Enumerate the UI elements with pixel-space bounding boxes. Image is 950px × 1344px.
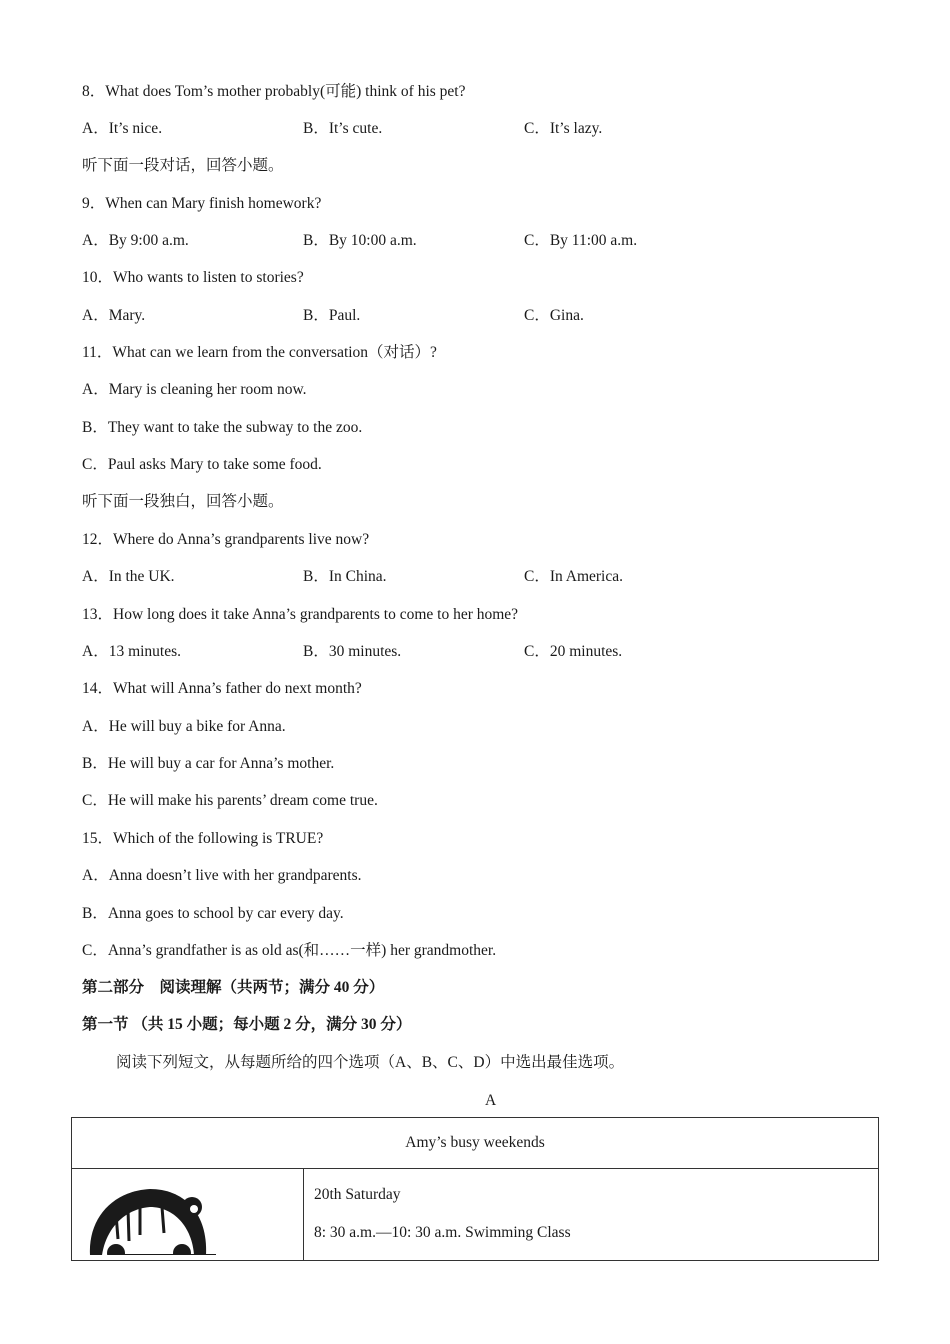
question-11: 11．What can we learn from the conversation（对话）? bbox=[82, 344, 437, 361]
schedule-item-1: 8: 30 a.m.—10: 30 a.m. Swimming Class bbox=[314, 1224, 571, 1241]
q12-option-a: A．In the UK. bbox=[82, 568, 175, 585]
q14-option-c: C．He will make his parents’ dream come true. bbox=[82, 792, 378, 809]
question-8: 8．What does Tom’s mother probably(可能) think of his pet? bbox=[82, 83, 466, 100]
q11-option-c: C．Paul asks Mary to take some food. bbox=[82, 456, 322, 473]
q15-option-a: A．Anna doesn’t live with her grandparents. bbox=[82, 867, 362, 884]
q15-option-c: C．Anna’s grandfather is as old as(和……一样) her grandmother. bbox=[82, 942, 497, 959]
schedule-details bbox=[304, 1169, 879, 1261]
question-9: 9．When can Mary finish homework? bbox=[82, 195, 322, 212]
q11-option-a: A．Mary is cleaning her room now. bbox=[82, 381, 307, 398]
q12-option-c: C．In America. bbox=[524, 568, 624, 585]
q10-option-b: B．Paul. bbox=[303, 307, 361, 324]
q8-option-a: A．It’s nice. bbox=[82, 120, 163, 137]
schedule-title: Amy’s busy weekends bbox=[72, 1118, 879, 1169]
amy-illustration bbox=[72, 1169, 304, 1261]
q14-option-b: B．He will buy a car for Anna’s mother. bbox=[82, 755, 335, 772]
question-12: 12．Where do Anna’s grandparents live now? bbox=[82, 531, 370, 548]
q13-option-b: B．30 minutes. bbox=[303, 643, 402, 660]
question-10: 10．Who wants to listen to stories? bbox=[82, 269, 304, 286]
q14-option-a: A．He will buy a bike for Anna. bbox=[82, 718, 286, 735]
q9-option-a: A．By 9:00 a.m. bbox=[82, 232, 189, 249]
reading-instruction: 阅读下列短文，从每题所给的四个选项（A、B、C、D）中选出最佳选项。 bbox=[116, 1054, 625, 1071]
section-note-dialogue: 听下面一段对话，回答小题。 bbox=[82, 157, 284, 174]
passage-label: A bbox=[485, 1092, 497, 1109]
q10-option-a: A．Mary. bbox=[82, 307, 146, 324]
question-14: 14．What will Anna’s father do next month? bbox=[82, 680, 362, 697]
question-13: 13．How long does it take Anna’s grandparents to come to her home? bbox=[82, 606, 519, 623]
q13-option-a: A．13 minutes. bbox=[82, 643, 182, 660]
schedule-day: 20th Saturday bbox=[314, 1186, 401, 1203]
q9-option-c: C．By 11:00 a.m. bbox=[524, 232, 638, 249]
part2-section1-heading: 第一节 （共 15 小题；每小题 2 分，满分 30 分） bbox=[82, 1016, 412, 1033]
question-15: 15．Which of the following is TRUE? bbox=[82, 830, 324, 847]
q8-option-c: C．It’s lazy. bbox=[524, 120, 603, 137]
q9-option-b: B．By 10:00 a.m. bbox=[303, 232, 417, 249]
q11-option-b: B．They want to take the subway to the zoo. bbox=[82, 419, 363, 436]
schedule-table bbox=[71, 1117, 879, 1261]
q8-option-b: B．It’s cute. bbox=[303, 120, 383, 137]
q10-option-c: C．Gina. bbox=[524, 307, 584, 324]
girl-illustration-icon bbox=[72, 1169, 303, 1255]
section-note-monologue: 听下面一段独白，回答小题。 bbox=[82, 493, 284, 510]
q12-option-b: B．In China. bbox=[303, 568, 387, 585]
part2-heading: 第二部分 阅读理解（共两节；满分 40 分） bbox=[82, 979, 385, 996]
q13-option-c: C．20 minutes. bbox=[524, 643, 623, 660]
q15-option-b: B．Anna goes to school by car every day. bbox=[82, 905, 344, 922]
